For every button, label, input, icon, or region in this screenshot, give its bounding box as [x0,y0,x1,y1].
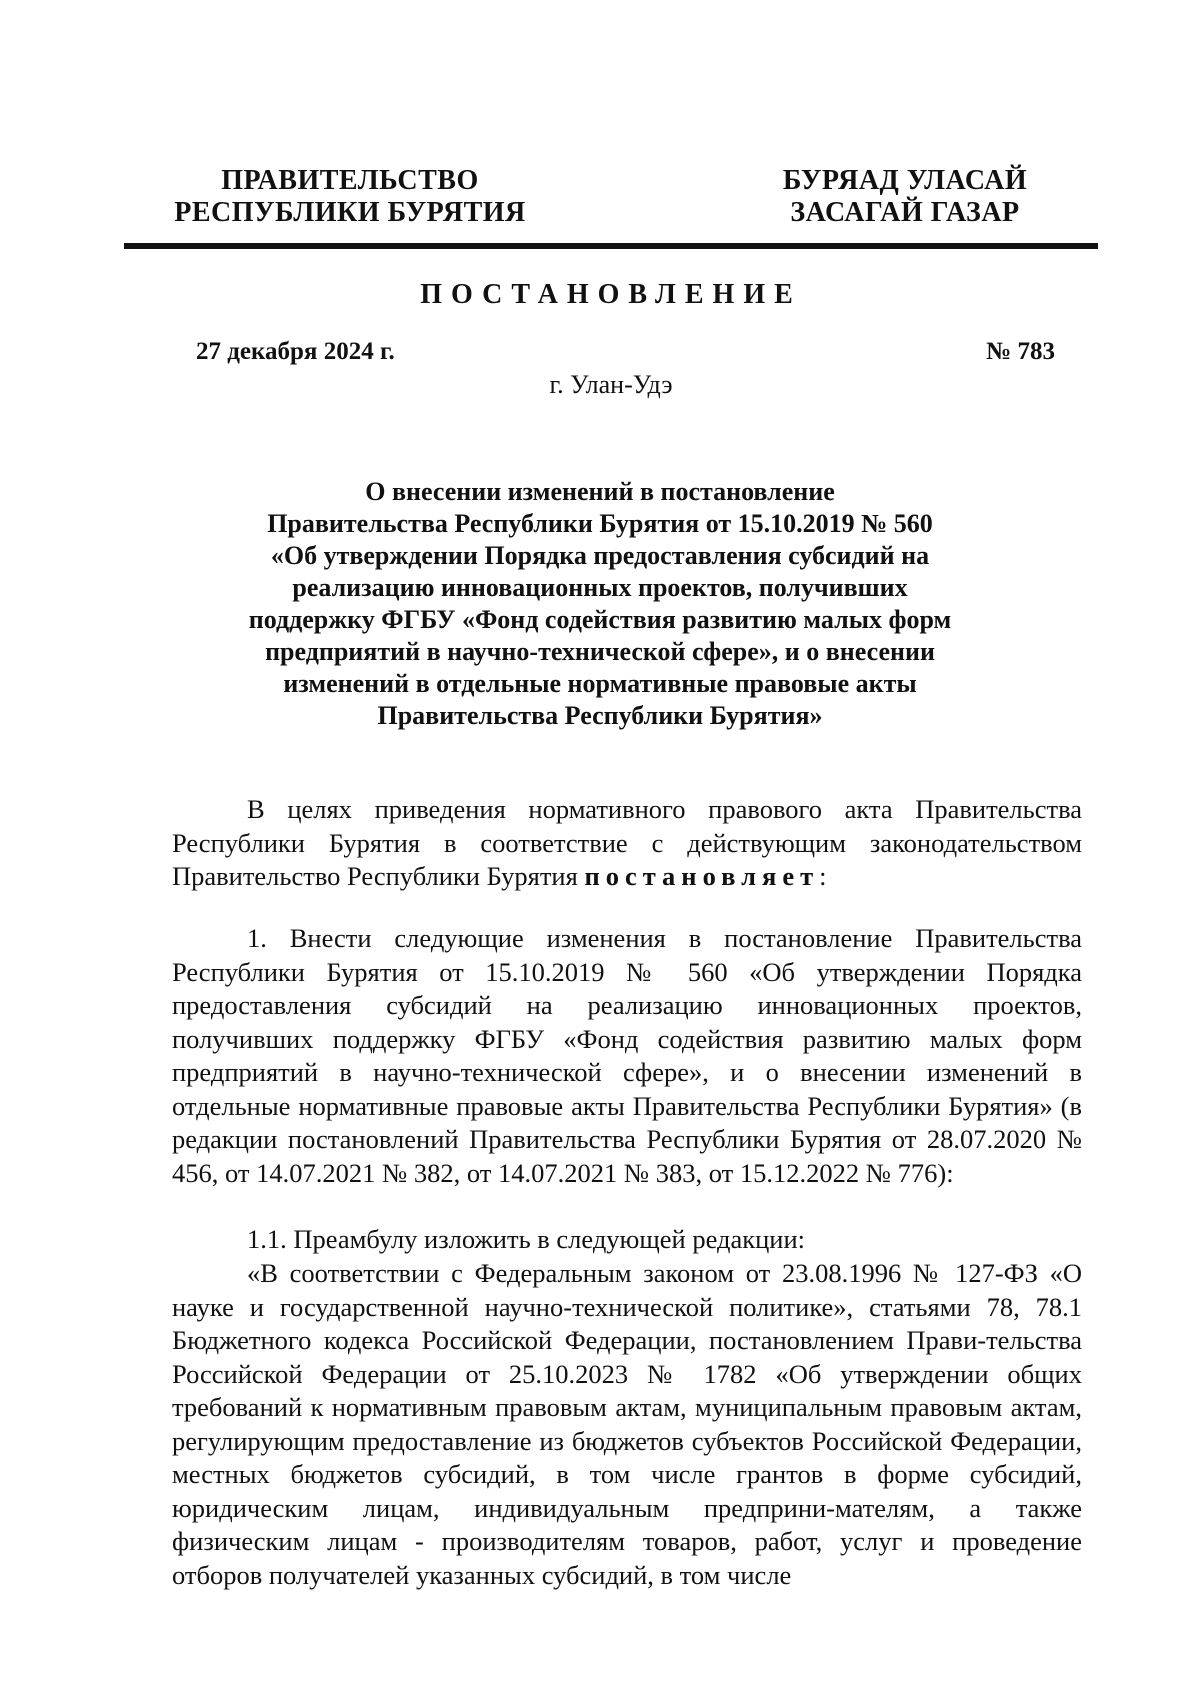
header-left-line1: ПРАВИТЕЛЬСТВО [221,165,479,196]
item-1-paragraph: 1. Внести следующие изменения в постановление Правительства Республики Бурятия от 15.10.2019 № 560 «Об утверждении Порядка предоставления субсидий на реализацию инновационных проектов, получивших поддержку ФГБУ «Фонд содействия развитию малых форм предприятий в научно-технической сфере», и о внесении изменений в отдельные нормативные правовые акты Правительства Республики Бурятия» (в редакции постановлений Правительства Республики Бурятия от 28.07.2020 № 456, от 14.07.2021 № 382, от 14.07.2021 № 383, от 15.12.2022 № 776): [172,923,1082,1188]
decree-city: г. Улан-Удэ [549,370,673,399]
decree-subject [180,476,1020,732]
government-name-buryat [735,165,1075,229]
decree-number: № 783 [986,338,1055,365]
header-right-line1: БУРЯАД УЛАСАЙ [782,165,1028,196]
preamble-end: : [819,861,827,891]
header-left-line2: РЕСПУБЛИКИ БУРЯТИЯ [174,197,526,228]
quoted-preamble-paragraph: «В соответствии с Федеральным законом от 23.08.1996 № 127-ФЗ «О науке и государственной научно-технической политике», статьями 78, 78.1 Бюджетного кодекса Российской Федерации, постановлением Прави-тельства Российской Федерации от 25.10.2023 № 1782 «Об утверждении общих требований к нормативным правовым актам, муниципальным правовым актам, регулирующим предоставление из бюджетов субъектов Российской Федерации, местных бюджетов субсидий, в том числе грантов в форме субсидий, юридическим лицам, индивидуальным предприни-мателям, а также физическим лицам - производителям товаров, работ, услуг и проведение отборов получателей указанных субсидий, в том числе [172,1258,1082,1590]
preamble-paragraph [172,793,1082,894]
decree-verb: постановляет [584,861,820,891]
subject-line: изменений в отдельные нормативные правовые акты [283,669,917,698]
header-right-line2: ЗАСАГАЙ ГАЗАР [790,197,1020,228]
subject-line: Правительства Республики Бурятия» [377,701,823,730]
decree-date: 27 декабря 2024 г. [196,338,395,365]
subject-line: Правительства Республики Бурятия от 15.10.2019 № 560 [267,509,933,538]
subject-line: О внесении изменений в постановление [365,477,835,506]
preamble-text: В целях приведения нормативного правового акта Правительства Республики Бурятия в соответствие с действующим законодательством Правительство Республики Бурятия [172,794,1082,891]
subject-line: поддержку ФГБУ «Фонд содействия развитию малых форм [248,605,952,634]
item-1-1-paragraph: 1.1. Преамбулу изложить в следующей редакции: [247,1224,806,1254]
subject-line: реализацию инновационных проектов, получивших [292,573,908,602]
header-divider [124,243,1098,249]
government-name-russian [165,165,535,229]
decree-title: ПОСТАНОВЛЕНИЕ [420,279,802,310]
subject-line: предприятий в научно-технической сфере», и о внесении [265,637,935,666]
subject-line: «Об утверждении Порядка предоставления субсидий на [270,541,930,570]
